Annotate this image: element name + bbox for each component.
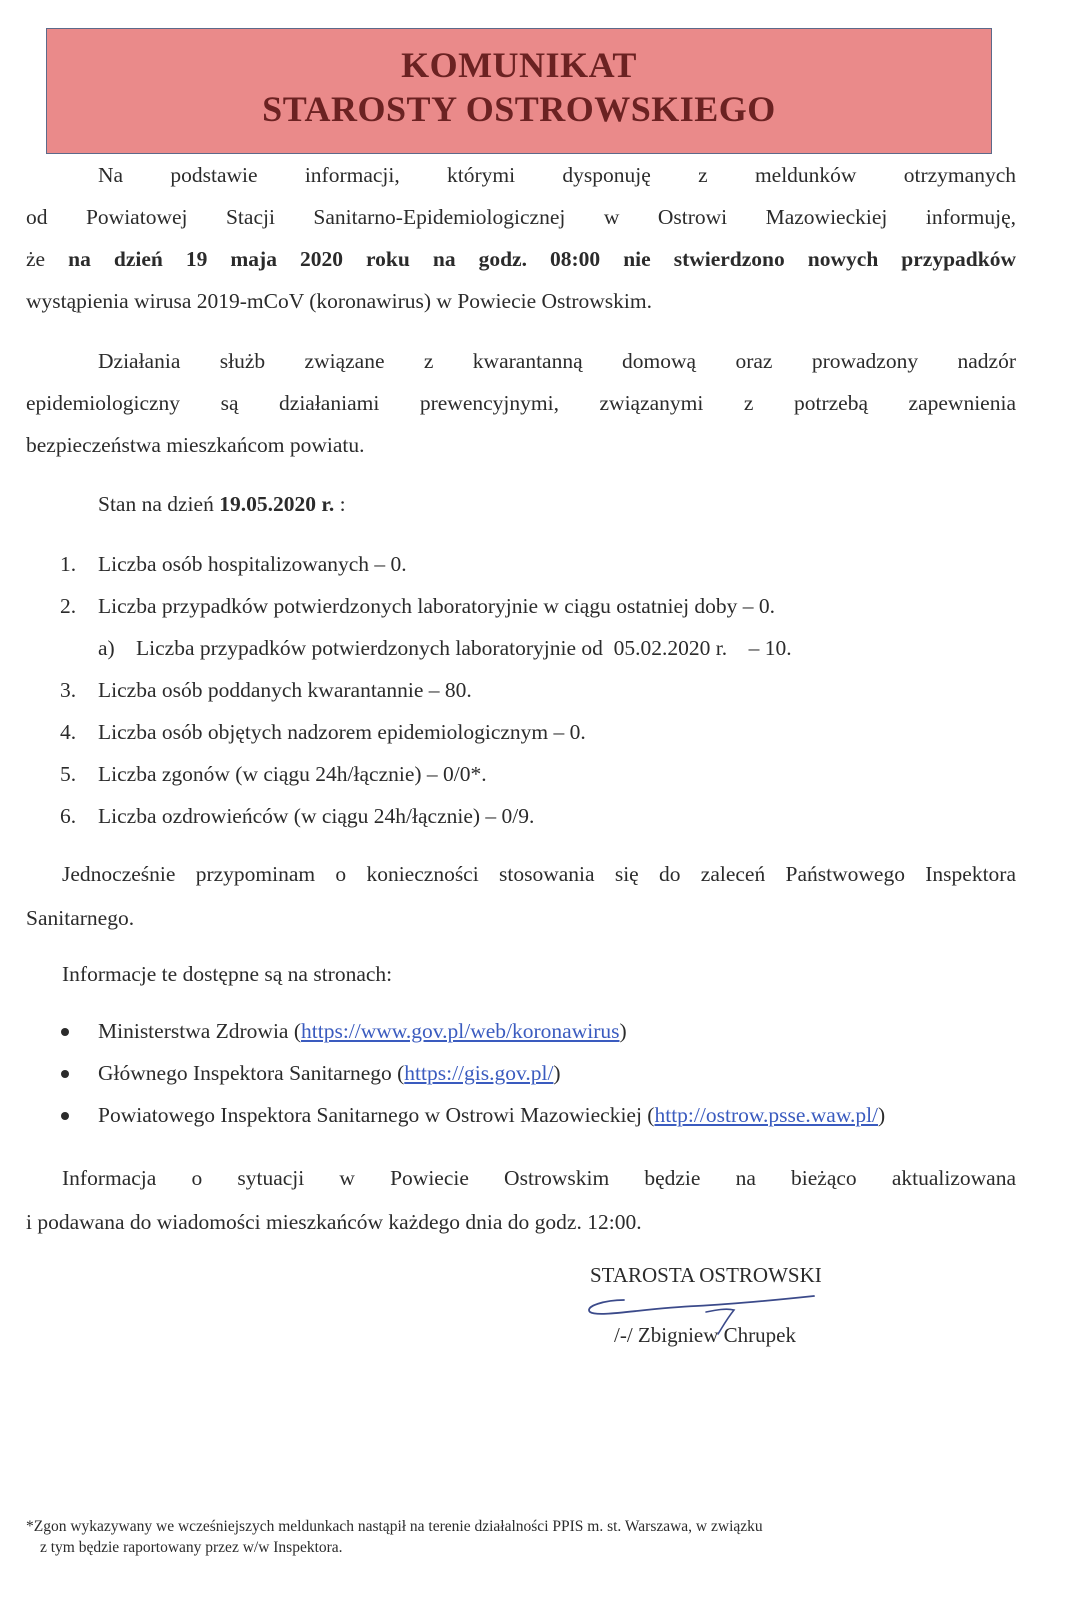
footnote bbox=[26, 1516, 1026, 1558]
header-title-line1: KOMUNIKAT bbox=[401, 45, 637, 85]
signature-name: /-/ Zbigniew Chrupek bbox=[614, 1323, 796, 1347]
signature-title: STAROSTA OSTROWSKI bbox=[590, 1263, 822, 1287]
reminder-line-1: Jednocześnie przypominam o konieczności stosowania się do zaleceń Państwowego Inspektora bbox=[62, 862, 1016, 886]
footnote-line-2: z tym będzie raportowany przez w/w Inspektora. bbox=[40, 1539, 343, 1556]
final-paragraph bbox=[26, 1156, 1016, 1244]
final-line-2: i podawana do wiadomości mieszkańców każdego dnia do godz. 12:00. bbox=[26, 1210, 642, 1234]
intro-highlight: na dzień 19 maja 2020 roku na godz. 08:00 nie stwierdzono nowych przypadków bbox=[68, 247, 1016, 271]
actions-paragraph bbox=[26, 340, 1016, 466]
header-title-line2: STAROSTY OSTROWSKIEGO bbox=[262, 89, 776, 129]
intro-line-2: od Powiatowej Stacji Sanitarno-Epidemiologicznej w Ostrowi Mazowieckiej informuję, bbox=[26, 205, 1016, 229]
intro-paragraph bbox=[26, 154, 1016, 322]
sources-heading: Informacje te dostępne są na stronach: bbox=[62, 962, 393, 986]
intro-line-4: wystąpienia wirusa 2019-mCoV (koronawirus) w Powiecie Ostrowskim. bbox=[26, 289, 652, 313]
intro-line-3: że na dzień 19 maja 2020 roku na godz. 08:00 nie stwierdzono nowych przypadków bbox=[26, 247, 1016, 271]
footnote-line-1: *Zgon wykazywany we wcześniejszych meldunkach nastąpił na terenie działalności PPIS m. st. Warszawa, w związku bbox=[26, 1518, 763, 1535]
link-ministry-of-health[interactable]: https://www.gov.pl/web/koronawirus bbox=[301, 1019, 620, 1043]
final-line-1: Informacja o sytuacji w Powiecie Ostrowskim będzie na bieżąco aktualizowana bbox=[62, 1166, 1016, 1190]
status-date-line: Stan na dzień 19.05.2020 r. : bbox=[98, 492, 346, 516]
reminder-line-2: Sanitarnego. bbox=[26, 906, 135, 930]
actions-line-2: epidemiologiczny są działaniami prewencyjnymi, związanymi z potrzebą zapewnienia bbox=[26, 391, 1016, 415]
link-psse-ostrow[interactable]: http://ostrow.psse.waw.pl/ bbox=[654, 1103, 879, 1127]
header-banner bbox=[46, 28, 992, 154]
link-gis[interactable]: https://gis.gov.pl/ bbox=[404, 1061, 554, 1085]
reminder-paragraph bbox=[26, 852, 1016, 940]
actions-line-1: Działania służb związane z kwarantanną domową oraz prowadzony nadzór bbox=[98, 349, 1016, 373]
status-date: 19.05.2020 r. bbox=[219, 492, 335, 516]
actions-line-3: bezpieczeństwa mieszkańcom powiatu. bbox=[26, 433, 365, 457]
intro-line-1: Na podstawie informacji, którymi dysponuję z meldunków otrzymanych bbox=[98, 163, 1016, 187]
